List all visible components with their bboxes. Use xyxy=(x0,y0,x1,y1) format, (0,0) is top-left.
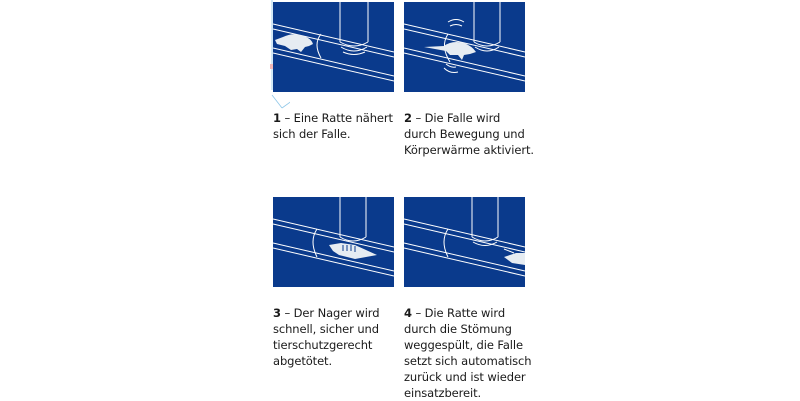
rat-icon xyxy=(424,42,476,60)
caption-step-4: 4 – Die Ratte wird durch die Stömung weggespült, die Falle setzt sich automatisch zurück und ist wieder einsatzbereit. xyxy=(404,306,532,400)
caption-step-1: 1 – Eine Ratte nähert sich der Falle. xyxy=(273,111,393,141)
step-number: 2 xyxy=(404,111,412,125)
step-number: 3 xyxy=(273,306,281,320)
rat-icon xyxy=(504,253,525,265)
illustration-step-2 xyxy=(404,2,525,92)
step-number: 1 xyxy=(273,111,281,125)
illustration-step-4 xyxy=(404,197,525,287)
step-number: 4 xyxy=(404,306,412,320)
illustration-step-3 xyxy=(273,197,394,287)
caption-step-2: 2 – Die Falle wird durch Bewegung und Körperwärme aktiviert. xyxy=(404,111,534,157)
caption-step-3: 3 – Der Nager wird schnell, sicher und tierschutzgerecht abgetötet. xyxy=(273,306,380,368)
illustration-step-1 xyxy=(273,2,394,92)
rat-icon xyxy=(329,243,377,259)
